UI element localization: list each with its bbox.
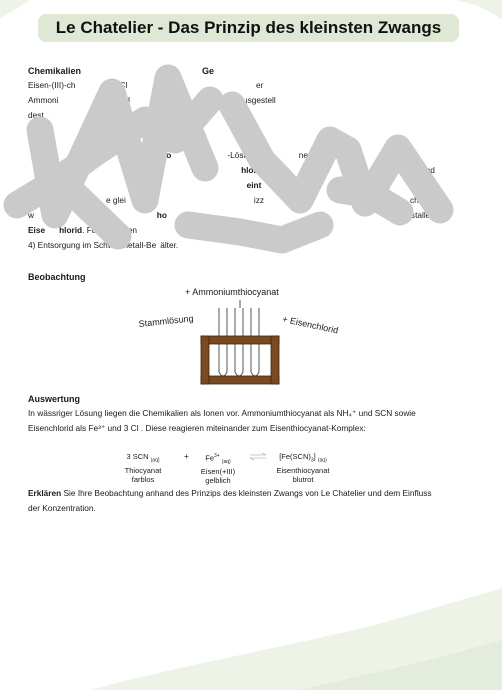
label-eisenchlorid: + Eisenchlorid bbox=[281, 313, 340, 336]
procedure-line-1: ie ei hio -Lösun ner bbox=[70, 150, 311, 160]
label-stammloesung: Stammlösung bbox=[138, 313, 194, 329]
procedure-line-7: 4) Entsorgung im Schwermetall-Be älter. bbox=[28, 240, 179, 250]
chemicals-line-1: Eisen-(III)-ch Cl bbox=[28, 80, 128, 90]
plus-sign: + bbox=[184, 452, 189, 461]
equipment-line-1: er bbox=[256, 80, 264, 90]
procedure-line-6: Eise hlorid. Fu Sie einen ch m ösun bbox=[28, 225, 292, 235]
equipment-heading: Ge bbox=[202, 66, 215, 76]
observation-heading: Beobachtung bbox=[28, 272, 86, 282]
procedure-line-3: e ösun eint bbox=[28, 180, 262, 190]
reactant-thiocyanat: 3 SCN $_{(aq)}$ Thiocyanat farblos bbox=[124, 452, 162, 484]
equipment-line-2: usgestell bbox=[243, 95, 276, 105]
evaluation-line-1: In wässriger Lösung liegen die Chemikalien als Ionen vor. Ammoniumthiocyanat als NH₄⁺ und SCN sowie bbox=[28, 408, 416, 418]
procedure-heading: urch bbox=[82, 133, 102, 143]
page-title: Le Chatelier - Das Prinzip des kleinsten Zwangs bbox=[38, 14, 459, 42]
label-ammoniumthiocyanat: + Ammoniumthiocyanat bbox=[185, 287, 279, 297]
task-line-1: Erklären Sie Ihre Beobachtung anhand des Prinzips des kleinsten Zwangs von Le Chatelier und dem Einfluss bbox=[28, 488, 432, 498]
product-eisenthiocyanat: $[Fe(SCN)_3]$ $_{(aq)}$ Eisenthiocyanat blutrot bbox=[276, 452, 330, 484]
evaluation-line-2: Eisenchlorid als Fe³⁺ und 3 Cl . Diese reagieren miteinander zum Eisenthiocyanat-Komplex: bbox=[28, 423, 366, 433]
reactant-iron: $Fe^{3+}$ $_{(aq)}$ Eisen(+III) gelblich bbox=[200, 453, 236, 485]
procedure-line-5: w g einige ho stalle bbox=[28, 210, 431, 220]
procedure-line-2: er Tr hlorid n und bbox=[130, 165, 435, 175]
chemicals-line-3: dest bbox=[28, 110, 44, 120]
task-line-2: der Konzentration. bbox=[28, 503, 96, 513]
evaluation-heading: Auswertung bbox=[28, 394, 81, 404]
procedure-line-4: 2) g e glei izz ch. In die bbox=[28, 195, 444, 205]
chemicals-line-2: Ammoni at-l bbox=[28, 95, 130, 105]
chemicals-heading: Chemikalien bbox=[28, 66, 82, 76]
